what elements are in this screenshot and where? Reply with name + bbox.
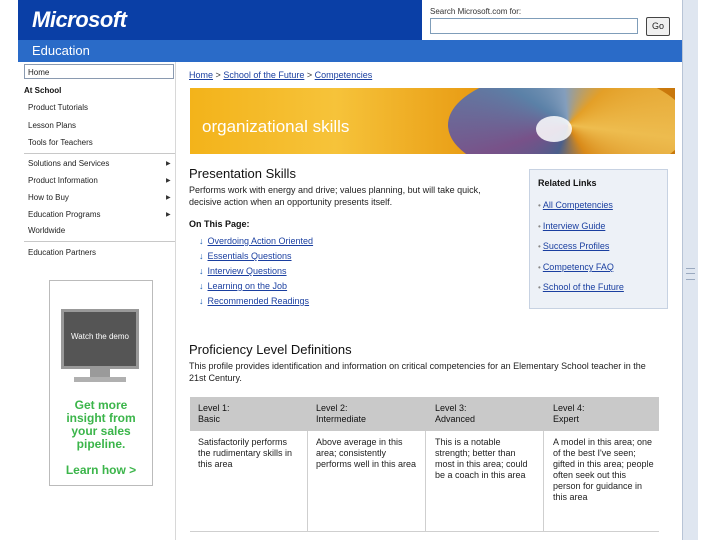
nav-separator [175, 62, 176, 540]
web-page [18, 0, 682, 540]
toc-item[interactable] [199, 281, 287, 291]
table-cell: Satisfactorily performs the rudimentary skills in this area [198, 437, 293, 469]
nav-divider [24, 153, 176, 154]
down-arrow-icon: ↓ [199, 266, 204, 276]
chevron-right-icon: ▶ [166, 195, 171, 201]
table-cell: This is a notable strength; better than most in this area; could be a coach in this area [435, 437, 528, 480]
related-link-competency-faq[interactable]: Competency FAQ [542, 262, 614, 272]
ad-pitch-line: insight from [66, 411, 136, 425]
table-cell: Above average in this area; consistently performs well in this area [316, 437, 417, 469]
vertical-scrollbar[interactable] [682, 0, 699, 540]
breadcrumb [189, 70, 372, 80]
ad-pitch [50, 399, 152, 451]
nav-divider [24, 241, 176, 242]
monitor-stand [90, 369, 110, 377]
level-number: Level 2: [316, 403, 348, 413]
level-number: Level 3: [435, 403, 467, 413]
toc-item[interactable] [199, 251, 292, 261]
nav-item-tools-for-teachers[interactable]: Tools for Teachers [28, 138, 93, 147]
toc-link-readings[interactable]: Recommended Readings [207, 296, 310, 306]
chevron-right-icon: ▶ [166, 161, 171, 167]
bullet-icon: • [538, 263, 541, 272]
level-name: Basic [198, 414, 221, 424]
ad-banner[interactable] [49, 280, 153, 486]
nav-item-product-tutorials[interactable]: Product Tutorials [28, 103, 89, 112]
nav-item-worldwide[interactable]: Worldwide [28, 226, 66, 235]
table-header-row [190, 397, 659, 431]
nav-item-solutions[interactable]: Solutions and Services [28, 159, 110, 168]
nav-item-education-partners[interactable]: Education Partners [28, 248, 97, 257]
table-divider [425, 431, 426, 531]
table-bottom-border [190, 531, 659, 532]
down-arrow-icon: ↓ [199, 296, 204, 306]
nav-item-product-information[interactable]: Product Information [28, 176, 98, 185]
monitor-base [74, 377, 126, 382]
go-button[interactable]: Go [646, 17, 670, 36]
table-header-cell [435, 403, 475, 425]
down-arrow-icon: ↓ [199, 236, 204, 246]
breadcrumb-school-of-the-future[interactable]: School of the Future [223, 70, 305, 80]
related-link-item[interactable] [538, 282, 624, 292]
table-cell: A model in this area; one of the best I've seen; gifted in this area; people often seek out this person for guidance in this area [553, 437, 654, 502]
nav-item-education-programs[interactable]: Education Programs [28, 210, 101, 219]
level-number: Level 1: [198, 403, 230, 413]
level-name: Advanced [435, 414, 476, 424]
toc-link-interview[interactable]: Interview Questions [207, 266, 287, 276]
chevron-right-icon: ▶ [166, 178, 171, 184]
competency-description: Performs work with energy and drive; values planning, but will take quick, decisive action when an opportunity presents itself. [189, 185, 481, 207]
toc-link-essentials[interactable]: Essentials Questions [207, 251, 292, 261]
search-area [422, 0, 682, 40]
search-input[interactable] [430, 18, 638, 34]
breadcrumb-separator: > [215, 70, 221, 80]
related-link-interview-guide[interactable]: Interview Guide [542, 221, 606, 231]
monitor-icon [61, 309, 139, 369]
breadcrumb-separator: > [306, 70, 313, 80]
down-arrow-icon: ↓ [199, 251, 204, 261]
related-link-school-of-the-future[interactable]: School of the Future [542, 282, 624, 292]
toc-item[interactable] [199, 236, 313, 246]
ad-pitch-line: pipeline. [76, 437, 126, 451]
microsoft-logo[interactable]: Microsoft [32, 7, 127, 32]
bullet-icon: • [538, 283, 541, 292]
table-header-cell [553, 403, 585, 425]
nav-item-lesson-plans[interactable]: Lesson Plans [28, 121, 77, 130]
nav-item-how-to-buy[interactable]: How to Buy [28, 193, 69, 202]
level-number: Level 4: [553, 403, 585, 413]
breadcrumb-home[interactable]: Home [189, 70, 214, 80]
window-left-margin [0, 0, 18, 540]
down-arrow-icon: ↓ [199, 281, 204, 291]
ad-screen-text: Watch the demo [71, 332, 129, 341]
scrollbar-grip[interactable] [686, 268, 695, 280]
toc-item[interactable] [199, 266, 287, 276]
nav-home[interactable]: Home [24, 64, 174, 79]
related-links-heading: Related Links [538, 178, 597, 188]
level-name: Expert [553, 414, 580, 424]
chevron-right-icon: ▶ [166, 212, 171, 218]
toc-link-learning[interactable]: Learning on the Job [207, 281, 288, 291]
banner-title: organizational skills [202, 117, 350, 136]
related-link-item[interactable] [538, 221, 605, 231]
section-title[interactable]: Education [32, 43, 90, 58]
competency-banner [190, 88, 675, 154]
related-link-success-profiles[interactable]: Success Profiles [542, 241, 610, 251]
page-title: Presentation Skills [189, 166, 296, 181]
related-links-box [529, 169, 668, 309]
table-header-cell [316, 403, 366, 425]
table-divider [307, 431, 308, 531]
level-name: Intermediate [316, 414, 367, 424]
on-this-page-heading: On This Page: [189, 219, 250, 229]
breadcrumb-competencies[interactable]: Competencies [314, 70, 373, 80]
table-divider [543, 431, 544, 531]
wheel-hub [536, 116, 572, 142]
ad-pitch-line: Get more [74, 398, 128, 412]
toc-item[interactable] [199, 296, 309, 306]
masthead [18, 0, 682, 40]
section-heading-proficiency: Proficiency Level Definitions [189, 342, 352, 357]
search-label: Search Microsoft.com for: [430, 7, 522, 16]
related-link-item[interactable] [538, 262, 614, 272]
proficiency-description: This profile provides identification and information on critical competencies for an Elementary School teacher in the 21st Century. [189, 361, 646, 383]
bullet-icon: • [538, 242, 541, 251]
related-link-item[interactable] [538, 241, 609, 251]
ad-pitch-line: your sales [71, 424, 131, 438]
nav-section-at-school[interactable]: At School [24, 86, 62, 95]
related-link-all-competencies[interactable]: All Competencies [542, 200, 613, 210]
related-link-item[interactable] [538, 200, 613, 210]
toc-link-overdoing[interactable]: Overdoing Action Oriented [207, 236, 314, 246]
bullet-icon: • [538, 201, 541, 210]
section-bar [18, 40, 682, 62]
window-right-margin [698, 0, 720, 540]
bullet-icon: • [538, 222, 541, 231]
table-header-cell [198, 403, 230, 425]
learn-how-link[interactable]: Learn how > [65, 463, 137, 477]
